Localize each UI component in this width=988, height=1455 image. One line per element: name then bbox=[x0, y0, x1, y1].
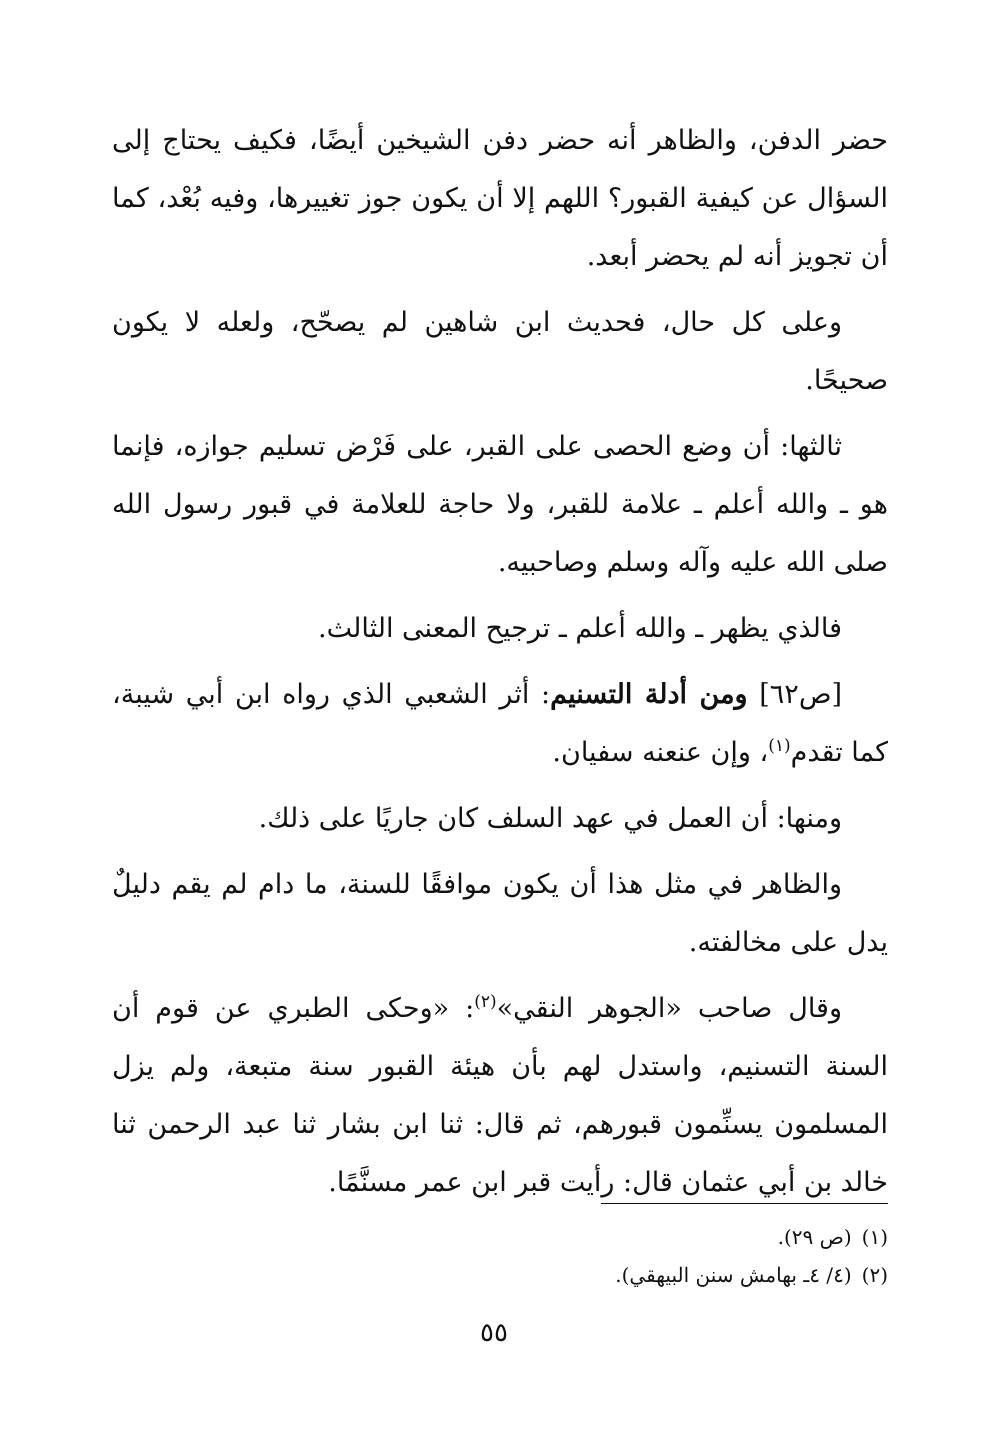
footnote-2-text: (٤/ ٤ـ بهامش سنن البيهقي). bbox=[615, 1263, 852, 1287]
paragraph-1-text: حضر الدفن، والظاهر أنه حضر دفن الشيخين أيضًا، فكيف يحتاج إلى السؤال عن كيفية القبور؟ اللهم إلا أن يكون جوز تغييرها، وفيه بُعْد، كما أن تجويز أنه لم يحضر أبعد. bbox=[112, 125, 888, 272]
footnote-ref-1[interactable]: (١) bbox=[768, 736, 791, 756]
footnote-2-number: (٢) bbox=[861, 1263, 888, 1287]
paragraph-3-text: ثالثها: أن وضع الحصى على القبر، على فَرْض تسليم جوازه، فإنما هو ـ والله أعلم ـ علامة للقبر، ولا حاجة للعلامة في قبور رسول الله صلى الله عليه وآله وسلم وصاحبيه. bbox=[112, 431, 888, 578]
paragraph-6 bbox=[112, 790, 888, 848]
footnote-1-number: (١) bbox=[861, 1225, 888, 1249]
paragraph-5-text: : أثر الشعبي الذي رواه ابن أبي شيبة، كما تقدم bbox=[112, 679, 888, 768]
paragraph-7-text: والظاهر في مثل هذا أن يكون موافقًا للسنة، ما دام لم يقم دليلٌ يدل على مخالفته. bbox=[112, 869, 888, 958]
paragraph-3 bbox=[112, 418, 888, 592]
footnote-2 bbox=[388, 1256, 888, 1294]
paragraph-4-text: فالذي يظهر ـ والله أعلم ـ ترجيح المعنى الثالث. bbox=[318, 613, 842, 644]
paragraph-8 bbox=[112, 980, 888, 1212]
footnote-divider bbox=[601, 1203, 888, 1204]
paragraph-8-text-end: : «وحكى الطبري عن قوم أن السنة التسنيم، واستدل لهم بأن هيئة القبور سنة متبعة، ولم يزل المسلمون يسنِّمون قبورهم، ثم قال: ثنا ابن بشار ثنا عبد الرحمن ثنا خالد بن أبي عثمان قال: رأيت قبر ابن عمر مسنَّمًا. bbox=[112, 993, 888, 1198]
footnote-ref-2[interactable]: (٢) bbox=[474, 992, 497, 1012]
paragraph-2 bbox=[112, 294, 888, 410]
footnotes bbox=[388, 1218, 888, 1294]
footnote-1-text: (ص ٢٩). bbox=[777, 1225, 852, 1249]
paragraph-4 bbox=[112, 600, 888, 658]
paragraph-5-text-end: ، وإن عنعنه سفيان. bbox=[552, 737, 769, 768]
section-heading-inline: ومن أدلة التسنيم bbox=[550, 679, 748, 710]
footnote-1 bbox=[388, 1218, 888, 1256]
paragraph-8-text: وقال صاحب «الجوهر النقي» bbox=[496, 993, 842, 1024]
paragraph-1 bbox=[112, 112, 888, 286]
paragraph-2-text: وعلى كل حال، فحديث ابن شاهين لم يصحّح، ولعله لا يكون صحيحًا. bbox=[112, 307, 888, 396]
paragraph-6-text: ومنها: أن العمل في عهد السلف كان جاريًا على ذلك. bbox=[258, 803, 842, 834]
page-reference: [ص٦٢] bbox=[747, 679, 842, 710]
page-number: ٥٥ bbox=[480, 1318, 508, 1348]
main-text-body bbox=[112, 112, 888, 1220]
paragraph-7 bbox=[112, 856, 888, 972]
paragraph-5 bbox=[112, 666, 888, 782]
